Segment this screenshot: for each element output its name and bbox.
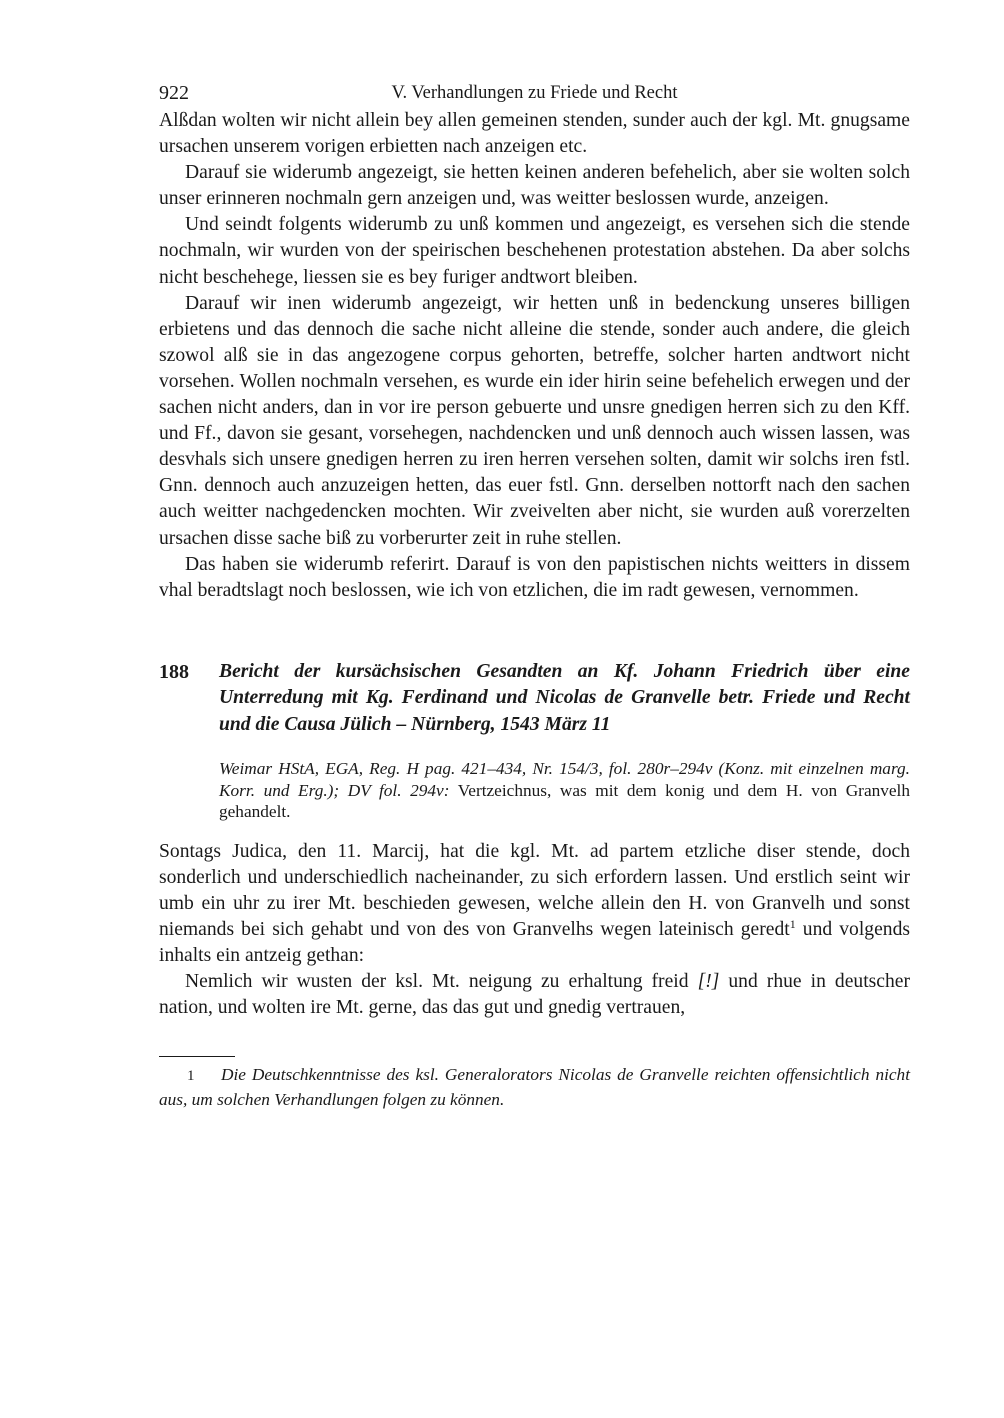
document-number: 188 xyxy=(159,660,189,683)
paragraph: Alßdan wolten wir nicht allein bey allen gemeinen stenden, sunder auch der kgl. Mt. gnugsame ursachen unserem vorigen erbietten nach anzeigen etc. xyxy=(159,110,910,158)
paragraph: Sontags Judica, den 11. Marcij, hat die kgl. Mt. ad partem etzliche diser stende, doch sonderlich und underschiedlich nacheinander, zu sich erfordern lassen. Und erstlich seint wir umb ein uhr zu irer Mt. beschieden gewesen, welche allein den H. von Granvelh und sonst niemands bei sich gehabt und von des von Granvelhs wegen lateinisch geredt$^1$ und volgends inhalts ein antzeig gethan: xyxy=(159,840,911,967)
paragraph: Nemlich wir wusten der ksl. Mt. neigung zu erhaltung freid [!] und rhue in deutscher nation, und wolten ire Mt. gerne, das das gut und gnedig vertrauen, xyxy=(159,971,910,1019)
continuation-text xyxy=(159,108,910,604)
running-head xyxy=(159,78,910,108)
source-note xyxy=(219,758,910,823)
paragraph: Darauf wir inen widerumb angezeigt, wir hetten unß in bedenckung unseres billigen erbietens und das dennoch die sache nicht alleine die stende, sonder auch andere, die gleich szowol alß sie in das angezogene corpus gehorten, betreffe, solcher harten andtwort nicht vorsehen. Wollen nochmaln versehen, es wurde ein ider hirin seine befehelich erwegen und der sachen nicht anders, dan in vor ire person gebuerte und unsre gnedigen herren sich zu den Kff. und Ff., davon sie gesant, vorsehegen, nachdencken und unß dennoch auch wissen lassen, was desvhals sich unsere gnedigen herren zu iren herren versehen solten, damit wir solchs iren fstl. Gnn. dennoch auch anzuzeigen hetten, das euer fstl. Gnn. derselben nottorft nach den sachen auch weitter nachgedencken mochten. Wir zveivelten aber nicht, sie wurden auß vorerzelten ursachen disse sache biß zu vorberurter zeit in ruhe stellen. xyxy=(159,292,910,549)
footnote-number: 1 xyxy=(187,1068,195,1085)
document-text xyxy=(159,839,910,1022)
document-heading xyxy=(159,659,910,739)
document-title: Bericht der kursächsischen Gesandten an Kf. Johann Friedrich über eine Unterredung mit Kg. Ferdinand und Nicolas de Granvelle betr. Friede und Recht und die Causa Jülich – Nürnberg, 1543 März 11 xyxy=(219,660,910,735)
footnote xyxy=(159,1063,910,1111)
paragraph: Und seindt folgents widerumb zu unß kommen und angezeigt, es versehen sich die stende nochmaln, wir wurden von der speirischen beschehenen protestation abstehen. Da aber solchs nicht beschehege, liessen sie es bey furiger andtwort bleiben. xyxy=(159,214,910,288)
source-dorsal-note: Vertzeichnus, was mit dem konig und dem H. von Granvelh gehandelt. xyxy=(219,780,911,822)
paragraph: Darauf sie widerumb angezeigt, sie hetten keinen anderen befehelich, aber sie wolten solch unser erinneren nochmaln gern anzeigen und, was weitter beslossen wurde, anzeigen. xyxy=(159,162,910,210)
source-archive-reference: Weimar HStA, EGA, Reg. H pag. 421–434, Nr. 154/3, fol. 280r–294v (Konz. mit einzelnen marg. Korr. und Erg.); DV fol. 294v: xyxy=(219,759,910,800)
footnote-rule xyxy=(159,1056,235,1057)
book-page xyxy=(159,78,910,1111)
footnote-text: Die Deutschkenntnisse des ksl. Generalorators Nicolas de Granvelle reichten offensichtlich nicht aus, um solchen Verhandlungen folgen zu können. xyxy=(159,1065,910,1110)
paragraph: Das haben sie widerumb referirt. Darauf is von den papistischen nichts weitters in dissem vhal beradtslagt noch beslossen, wie ich von etzlichen, die im radt gewesen, vernommen. xyxy=(159,553,910,601)
page-number: 922 xyxy=(159,82,189,104)
footnote-reference[interactable]: 1 xyxy=(789,917,796,932)
editorial-mark: [!] xyxy=(697,971,720,993)
running-title: V. Verhandlungen zu Friede und Recht xyxy=(391,83,678,103)
